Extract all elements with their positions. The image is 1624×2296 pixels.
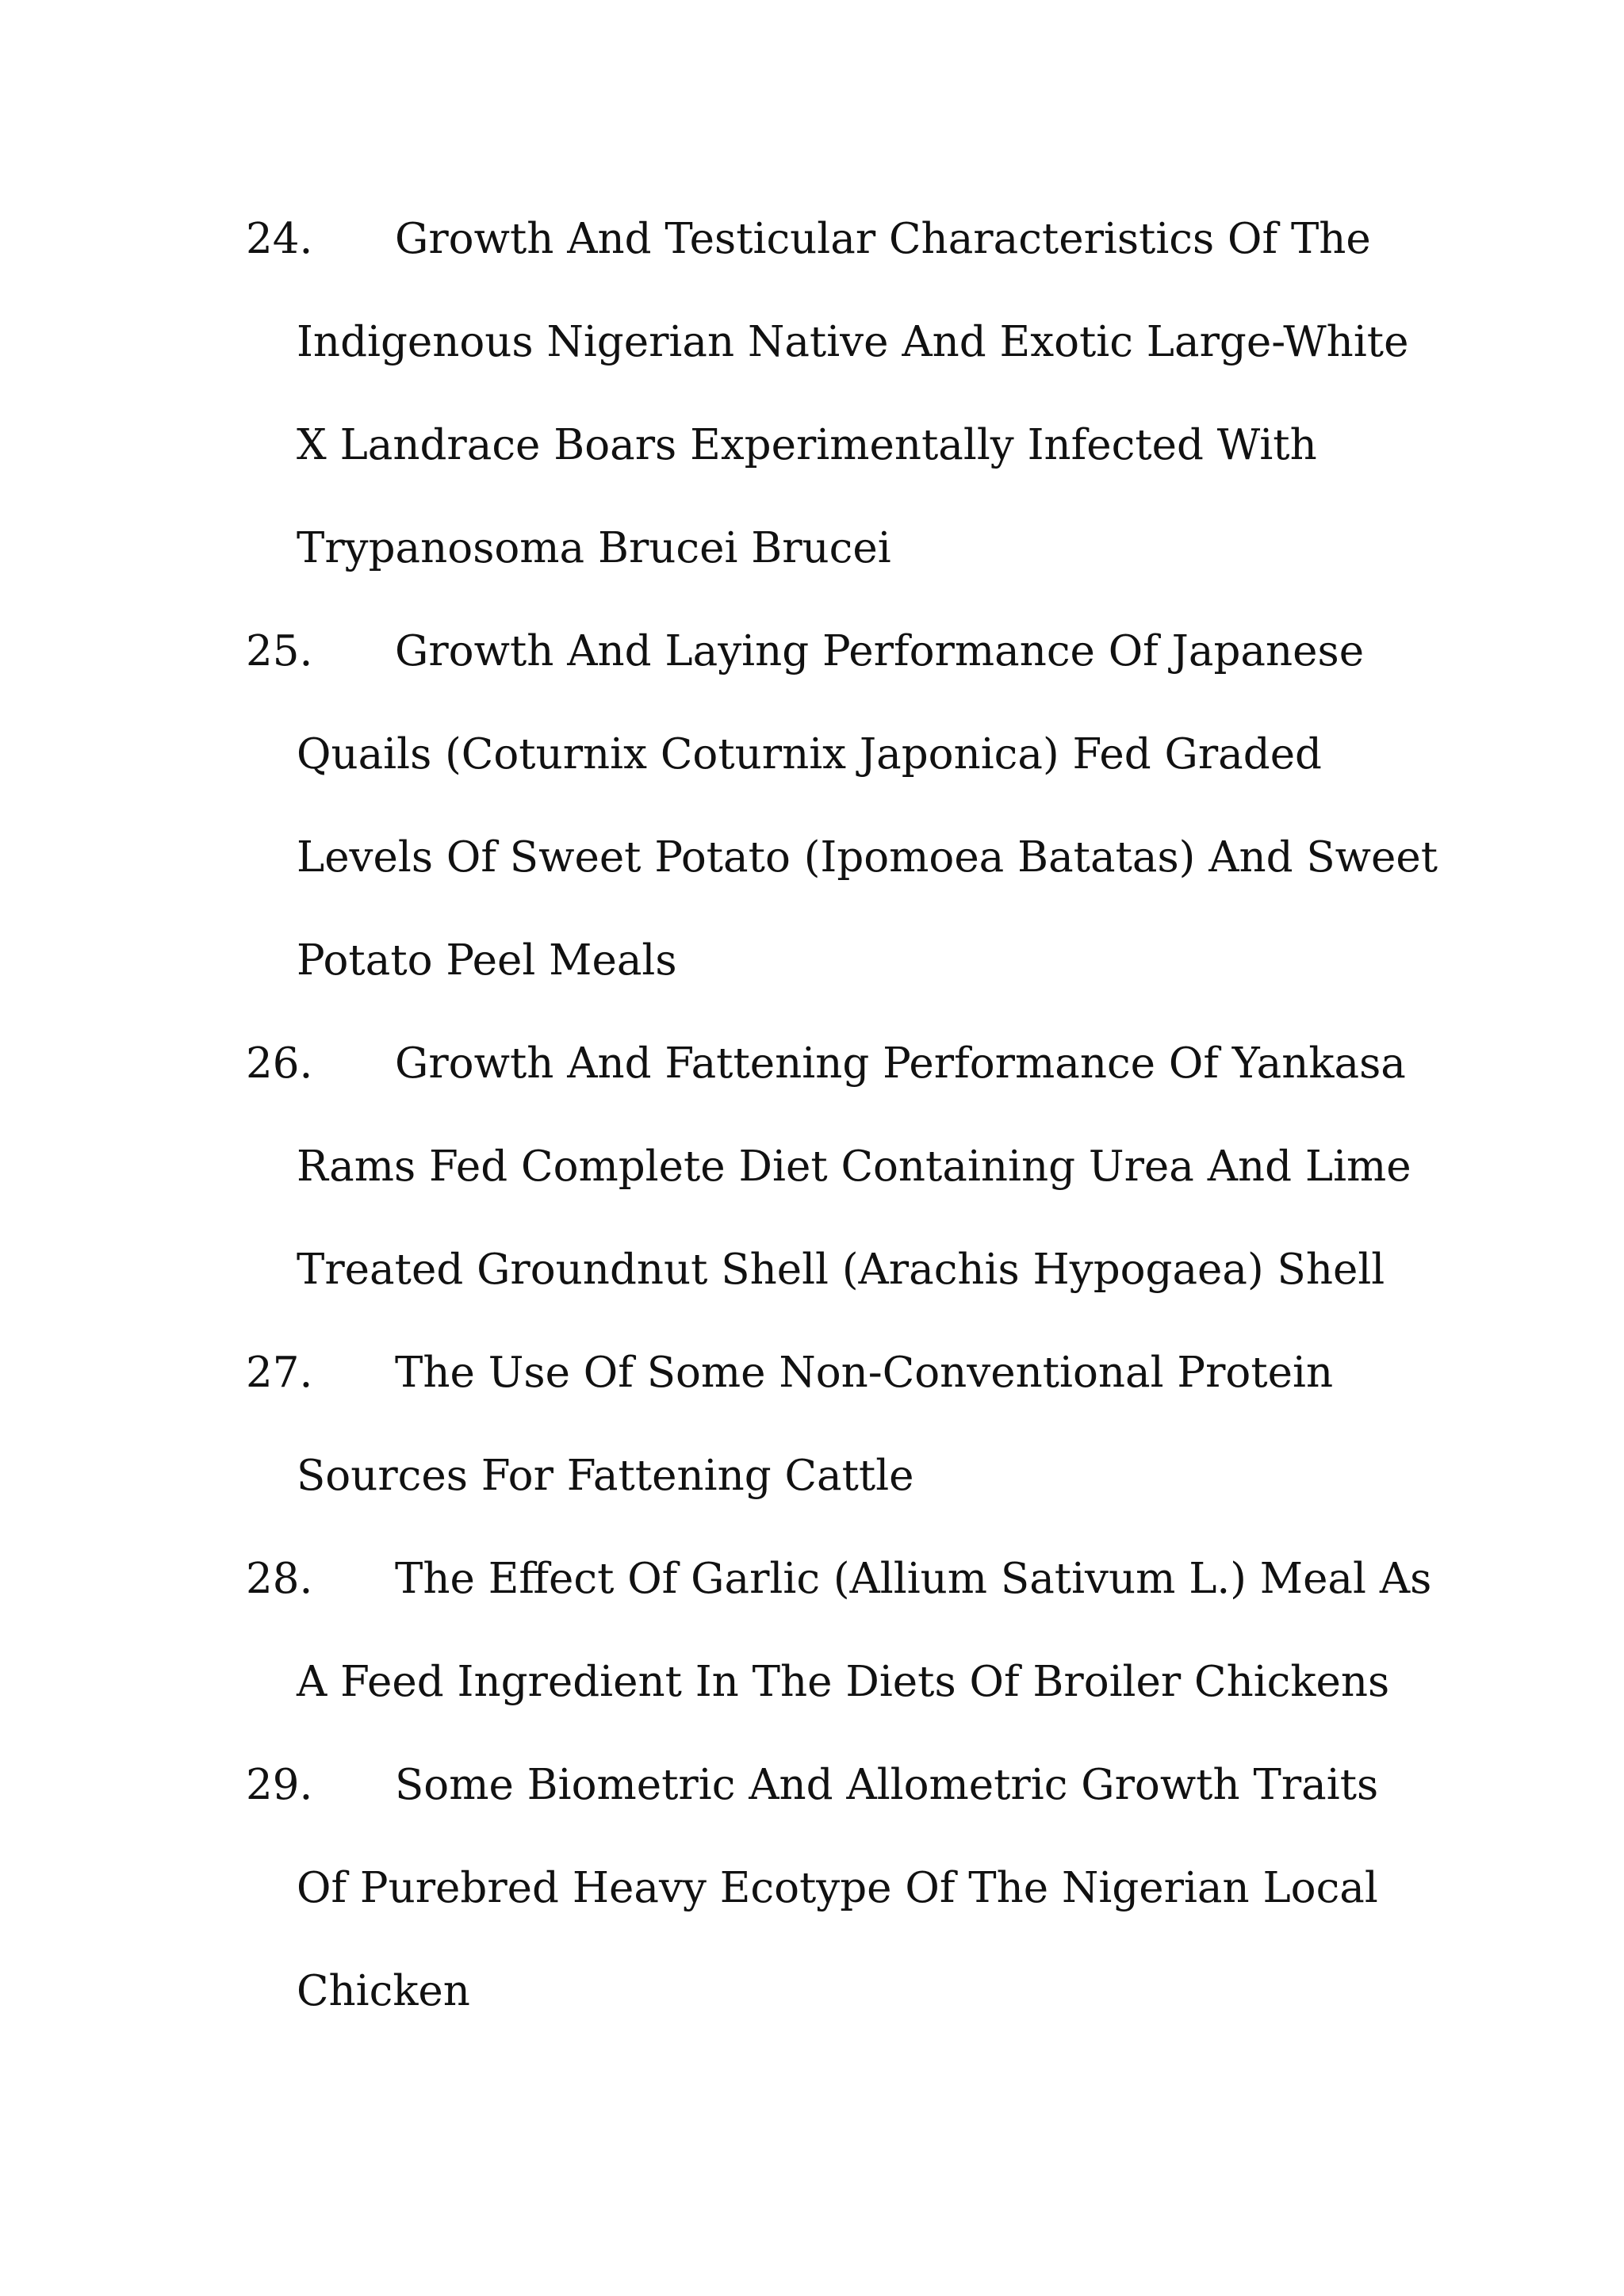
item-title-line: Growth And Fattening Performance Of Yankasa — [395, 1039, 1406, 1088]
item-title-line: Treated Groundnut Shell (Arachis Hypogaea) Shell — [297, 1246, 1385, 1294]
item-number: 26. — [246, 1039, 313, 1088]
item-title-line: Of Purebred Heavy Ecotype Of The Nigerian Local — [297, 1864, 1378, 1912]
item-title-line: Sources For Fattening Cattle — [297, 1452, 914, 1500]
item-title-line: Growth And Laying Performance Of Japanese — [395, 627, 1365, 675]
item-title-line: The Use Of Some Non-Conventional Protein — [395, 1349, 1334, 1397]
title-list — [246, 188, 1438, 2043]
item-title-line: Some Biometric And Allometric Growth Traits — [395, 1761, 1379, 1809]
item-title-line: Quails (Coturnix Coturnix Japonica) Fed Graded — [297, 730, 1322, 779]
list-item — [246, 1528, 1435, 1734]
item-number: 28. — [246, 1555, 313, 1603]
item-number: 27. — [246, 1349, 313, 1397]
item-number: 25. — [246, 627, 313, 675]
item-title-line: Growth And Testicular Characteristics Of The — [395, 215, 1371, 263]
item-title-line: Chicken — [297, 1967, 470, 2015]
list-item — [246, 1734, 1435, 2043]
item-title-line: X Landrace Boars Experimentally Infected With — [297, 421, 1317, 469]
item-number: 29. — [246, 1761, 313, 1809]
item-title-line: Rams Fed Complete Diet Containing Urea And Lime — [297, 1142, 1411, 1191]
list-item — [246, 1322, 1435, 1528]
item-title-line: The Effect Of Garlic (Allium Sativum L.) Meal As — [395, 1555, 1432, 1603]
item-title-line: Indigenous Nigerian Native And Exotic Large-White — [297, 318, 1409, 366]
item-title-line: Levels Of Sweet Potato (Ipomoea Batatas) And Sweet — [297, 833, 1438, 882]
list-item — [246, 600, 1438, 1012]
list-item — [246, 1012, 1435, 1322]
item-title-line: A Feed Ingredient In The Diets Of Broiler Chickens — [297, 1658, 1390, 1706]
item-number: 24. — [246, 215, 313, 263]
item-title-line: Potato Peel Meals — [297, 936, 677, 985]
item-title-line: Trypanosoma Brucei Brucei — [297, 524, 891, 572]
list-item — [246, 188, 1435, 600]
